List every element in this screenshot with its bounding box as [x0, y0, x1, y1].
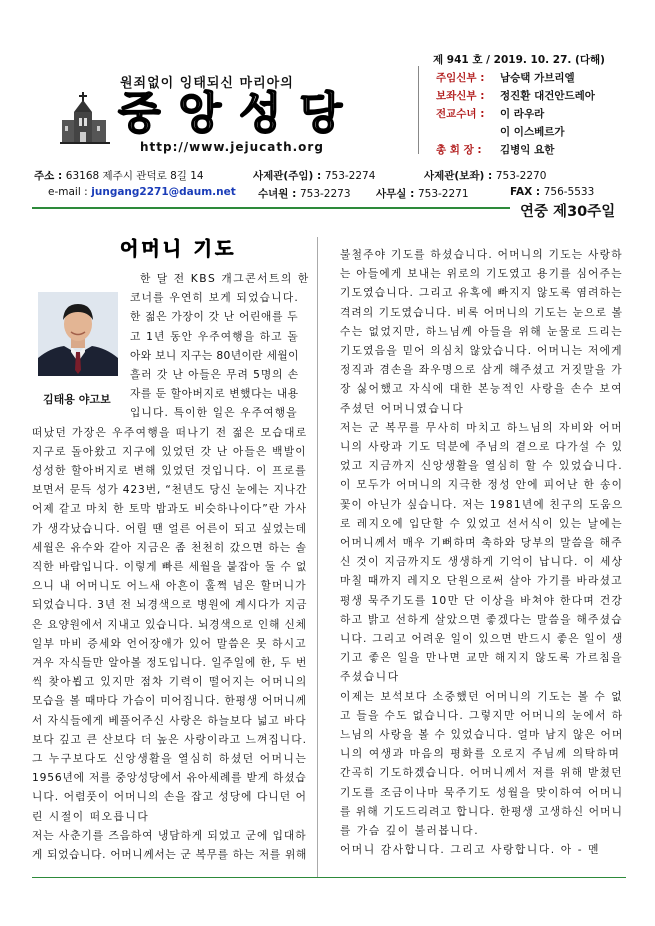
article-text-line: 니의 사랑과 기도 덕분에 주님의 곁으로 다가설 수 있: [340, 440, 624, 453]
staff-row-assistant: [436, 88, 595, 103]
staff-name: 정진환 대건안드레아: [500, 90, 595, 102]
fax-value: 756-5533: [543, 186, 595, 198]
email: [48, 186, 236, 198]
article-text-line: 평생 묵주기도를 10만 단 이상을 바쳐야 한다며 건강: [340, 593, 624, 607]
homepage-url[interactable]: http://www.jejucath.org: [140, 140, 324, 154]
liturgical-sunday: 연중 제30주일: [520, 204, 616, 220]
rectory-main-phone: [253, 168, 375, 183]
staff-role: 전교수녀 :: [436, 108, 485, 120]
staff-row-pastor: [436, 70, 575, 85]
article-text-line: 겨우 자식들만 알아볼 정도입니다. 일주일에 한, 두 번: [32, 656, 308, 669]
article-text-line: 세월은 유수와 같아 지금은 좀 천천히 갔으면 하는 솔: [32, 540, 308, 554]
header-divider: [418, 66, 419, 154]
article-text-line: 자를 둔 할아버지로 변했다는 내용: [130, 387, 299, 401]
staff-row-president: [436, 142, 554, 157]
article-text-line: 성성한 할아버지로 변해 있었던 것입니다. 이 프로를: [32, 464, 307, 477]
article-text-line: 격려의 기도였습니다. 비록 어머니의 기도는 눈으로 볼: [340, 305, 624, 319]
article-text-line: 일부 마비 증세와 언어장애가 있어 말씀은 못 하시고: [32, 636, 307, 650]
article-text-line: 어머니 감사합니다. 그리고 사랑합니다. 아 - 멘: [340, 843, 601, 857]
header-subtitle: 원죄없이 잉태되신 마리아의: [120, 76, 294, 91]
fax-label: FAX :: [510, 186, 541, 198]
article-text-line: 입니다. 특이한 일은 우주여행을: [130, 406, 298, 420]
article-text-line: 으니 내 어머니도 어느새 아흔이 훌쩍 넘은 할머니가: [32, 579, 307, 593]
rectory-assist-value: 753-2270: [495, 170, 547, 182]
address-label: 주소 :: [34, 170, 63, 182]
article-text-line: 니다. 어렴풋이 어머니의 손을 잡고 성당에 다니던 어: [32, 790, 308, 804]
author-photo: [38, 292, 118, 376]
article-text-line: 불철주야 기도를 하셨습니다. 어머니의 기도는 사랑하: [340, 248, 623, 261]
fax: [510, 186, 594, 198]
article-text-line: 은 요양원에서 지내고 있습니다. 뇌경색으로 인해 신체: [32, 617, 307, 631]
secretariat-value: 753-2271: [417, 188, 469, 200]
article-text-line: 를 가슴 깊이 불러봅니다.: [340, 824, 480, 837]
article-text-line: 었고 지금까지 신앙생활을 열심히 할 수 있었습니다.: [340, 459, 624, 473]
staff-role: 보좌신부 :: [436, 90, 485, 102]
staff-name: 이 라우라: [500, 108, 545, 120]
footer-rule: [32, 877, 626, 878]
article-text-line: 하고 밝고 선하게 살았으면 좋겠다는 말씀을 해주셨습: [340, 612, 623, 626]
article-title: 어머니 기도: [120, 238, 237, 260]
article-text-line: 직한 바람입니다. 이렇게 빠른 세월을 붙잡아 둘 수 없: [32, 560, 308, 573]
convent-phone: [258, 186, 351, 201]
article-text-line: 주셨습니다: [340, 670, 400, 684]
article-text-line: 떠났던 가장은 우주여행을 떠나기 전 젊은 모습대로: [32, 425, 308, 439]
header-rule: [32, 207, 510, 209]
rectory-main-value: 753-2274: [324, 170, 376, 182]
article-text-line: 코너를 우연히 보게 되었습니다.: [130, 291, 300, 305]
article-text-line: 씩 찾아뵙고 있지만 점차 기력이 떨어지는 어머니의: [32, 675, 308, 689]
article-text-line: 를 위해 기도드리려고 합니다. 한평생 고생하신 어머니: [340, 804, 624, 818]
convent-label: 수녀원 :: [258, 188, 297, 200]
staff-role: 주임신부 :: [436, 72, 485, 84]
article-text-line: 느님의 사랑을 볼 수 있었습니다. 얼마 남지 않은 어머: [340, 728, 624, 741]
article-text-line: 저는 군 복무를 무사히 마치고 하느님의 자비와 어머: [340, 420, 624, 434]
article-text-line: 정직과 겸손을 좌우명으로 삼게 해주셨고 거짓말을 가: [340, 363, 623, 377]
article-text-line: 그 누구보다도 신앙생활을 열심히 하셨던 어머니는: [32, 752, 308, 765]
article-text-line: 되었습니다. 3년 전 뇌경색으로 병원에 계시다가 지금: [32, 598, 308, 612]
article-text-line: 보면서 문득 성가 423번, “천년도 당신 눈에는 지나간: [32, 483, 308, 497]
article-text-line: 간곡히 기도하겠습니다. 어머니께서 저를 위해 받쳤던: [340, 766, 623, 780]
convent-value: 753-2273: [299, 188, 351, 200]
secretariat-phone: [376, 186, 469, 201]
address: [34, 168, 204, 183]
email-label: e-mail :: [48, 186, 88, 198]
church-building-icon: [60, 90, 110, 146]
article-text-line: 장 싫어했고 자식에 대한 본능적인 사랑을 손수 보여: [340, 382, 624, 396]
article-text-line: 고 들을 수도 없습니다. 그렇지만 어머니의 눈에서 하: [340, 708, 624, 722]
article-text-line: 이제는 보석보다 소중했던 어머니의 기도는 볼 수 없: [340, 689, 624, 703]
article-text-line: 지구로 돌아왔고 지구에 있었던 갓 난 아들은 백발이: [32, 444, 307, 458]
article-text-line: 는 아들에게 보내는 위로의 기도였고 용기를 심어주는: [340, 267, 623, 281]
staff-name: 남승택 가브리엘: [500, 72, 575, 84]
church-name-title: 중앙성당: [118, 88, 361, 139]
article-text-line: 가 생각났습니다. 어릴 땐 얼른 어른이 되고 싶었는데: [32, 521, 308, 535]
article-text-line: 기고 좋은 일을 만나면 교만 해지지 않도록 가르침을: [340, 651, 624, 665]
address-value: 63168 제주시 관덕로 8길 14: [65, 170, 204, 182]
article-text-line: 기도였음을 믿어 의심치 않았습니다. 어머니는 저에게: [340, 344, 623, 357]
issue-info: 제 941 호 / 2019. 10. 27. (다해): [433, 54, 605, 66]
article-text-line: 아와 보니 지구는 80년이란 세월이: [130, 348, 299, 362]
column-divider: [317, 237, 318, 877]
rectory-main-label: 사제관(주임) :: [253, 170, 322, 182]
article-text-line: 한 달 전 KBS 개그콘서트의 한: [140, 272, 310, 285]
article-text-line: 모습을 볼 때마다 가슴이 미어집니다. 한평생 어머니께: [32, 694, 307, 708]
article-text-line: 저는 사춘기를 즈음하여 냉담하게 되었고 군에 입대하: [32, 828, 307, 842]
article-text-line: 흘러 갓 난 아들은 무려 5명의 손: [130, 368, 300, 381]
article-text-line: 이 모두가 어머니의 지극한 정성 안에 피어난 한 송이: [340, 478, 624, 492]
rectory-assist-phone: [424, 168, 546, 183]
staff-role: 총 회 장 :: [436, 144, 482, 156]
staff-row-sister: [436, 106, 544, 121]
article-text-line: 서 자식들에게 베풀어주신 사랑은 하늘보다 넓고 바다: [32, 713, 307, 727]
article-text-line: 고 1년 동안 우주여행을 하고 돌: [130, 329, 299, 343]
email-value[interactable]: jungang2271@daum.net: [91, 186, 236, 198]
article-text-line: 로 레지오에 입단할 수 있었고 선서식이 있는 날에는: [340, 516, 624, 530]
article-text-line: 어제 같고 마치 한 토막 밤과도 비슷하나이다”란 가사: [32, 502, 308, 516]
article-text-line: 수는 없었지만, 하느님께 아들을 위해 눈물로 드리는: [340, 324, 624, 338]
staff-row-sister-2: [436, 124, 565, 139]
article-text-line: 마칠 때까지 레지오 단원으로써 살아 가기를 바라셨고: [340, 574, 623, 588]
article-text-line: 린 시절이 떠오릅니다: [32, 809, 150, 823]
article-text-line: 기도였습니다. 그리고 유혹에 빠지지 않도록 염려하는: [340, 286, 623, 300]
article-text-line: 니다. 그리고 어려운 일이 있으면 반드시 좋은 일이 생: [340, 632, 624, 645]
secretariat-label: 사무실 :: [376, 188, 415, 200]
article-text-line: 니의 여생과 마음의 평화를 오로지 주님께 의탁하며: [340, 747, 621, 761]
article-text-line: 보다 깊고 큰 산보다 더 높은 사랑이라고 느껴집니다.: [32, 732, 308, 746]
article-text-line: 게 되었습니다. 어머니께서는 군 복무를 하는 저를 위해: [32, 848, 308, 861]
article-text-line: 신 것이 지금까지도 생생하게 기억이 납니다. 이 세상: [340, 555, 624, 569]
article-text-line: 1956년에 저를 중앙성당에서 유아세례를 받게 하셨습: [32, 771, 307, 785]
article-text-line: 꽃이 아닌가 싶습니다. 저는 1981년에 친구의 도움으: [340, 497, 624, 511]
staff-name: 이 이스베르가: [500, 126, 565, 138]
article-author: 김태용 야고보: [43, 393, 111, 406]
article-text-line: 주셨던 어머니였습니다: [340, 401, 465, 415]
article-text-line: 기도를 조금이나마 묵주기도 성월을 맞이하여 어머니: [340, 785, 624, 799]
staff-name: 김병익 요한: [500, 144, 555, 156]
article-text-line: 어머니께서 매우 기뻐하며 축하와 당부의 말씀을 해주: [340, 536, 623, 549]
rectory-assist-label: 사제관(보좌) :: [424, 170, 493, 182]
article-text-line: 한 젊은 가장이 갓 난 어린애를 두: [130, 310, 299, 324]
